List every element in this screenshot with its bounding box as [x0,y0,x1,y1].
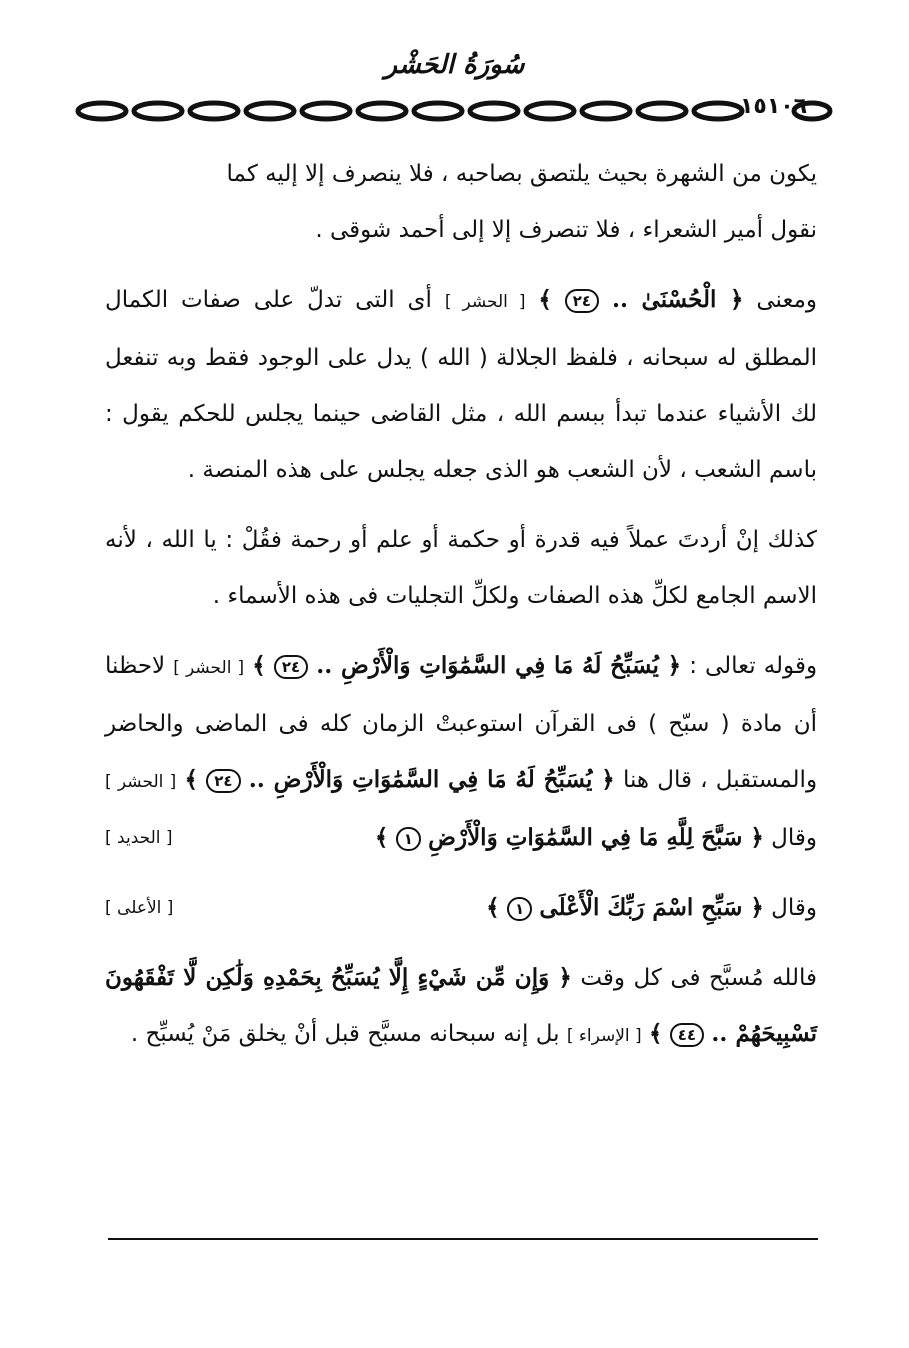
surah-reference: [ الحديد ] [105,828,173,848]
paragraph-1-line-1: يكون من الشهرة بحيث يلتصق بصاحبه ، فلا ينصرف إلا إليه كما [226,161,817,187]
paragraph-4 [105,638,817,866]
quran-quote: ﴿ وَإِن مِّن شَيْءٍ إِلَّا يُسَبِّحُ بِحَمْدِهِ وَلَٰكِن لَّا تَفْقَهُونَ تَسْبِيحَهُمْ .. [105,964,817,1047]
text: ومعنى [756,287,818,313]
ornament-link [134,103,182,119]
quran-quote-end: ﴾ [649,1020,663,1047]
paragraph-6 [105,950,817,1064]
quran-quote-end: ﴾ [184,766,198,793]
ornament-link [582,103,630,119]
ayah-number: ١ [396,827,421,851]
ornament-link [302,103,350,119]
ayah-number: ١ [507,897,532,921]
surah-reference: [ الأعلى ] [105,898,174,918]
ornamental-border [72,96,837,126]
paragraph-2 [105,272,817,498]
quran-quote: ﴿ سَبَّحَ لِلَّهِ مَا فِي السَّمَٰوَاتِ وَالْأَرْضِ [428,824,764,851]
text: وقال [771,895,817,921]
surah-reference: [ الإسراء ] [566,1026,642,1046]
ayah-number: ٢٤ [565,289,599,313]
ornament-link [638,103,686,119]
quran-quote-end: ﴾ [374,824,389,851]
quran-quote: ﴿ سَبِّحِ اسْمَ رَبِّكَ الْأَعْلَى [539,894,764,921]
paragraph-1-line-2: نقول أمير الشعراء ، فلا تنصرف إلا إلى أحمد شوقى . [315,217,817,243]
paragraph-3: كذلك إنْ أردتَ عملاً فيه قدرة أو حكمة أو علم أو رحمة فقُلْ : يا الله ، لأنه الاسم الجامع لكلِّ هذه الصفات ولكلِّ التجليات فى هذه الأسماء . [105,527,817,609]
ornament-link [794,103,830,119]
quran-quote: ﴿ الْحُسْنَىٰ .. [611,286,744,313]
text: وقال [771,825,817,851]
text: وقوله تعالى : [689,653,818,679]
ayah-number: ٢٤ [274,655,308,679]
ayah-number: ٤٤ [670,1023,704,1047]
surah-reference: [ الحشر ] [444,292,526,312]
quran-quote-end: ﴾ [486,894,500,921]
ornament-link [190,103,238,119]
quran-quote-end: ﴾ [538,286,552,313]
text: لاحظنا أن مادة ( سبّح ) فى القرآن استوعبتْ الزمان كله فى الماضى والحاضر والمستقبل ، قال هنا [105,653,818,793]
quran-quote-end: ﴾ [252,652,266,679]
surah-reference: [ الحشر ] [173,658,245,678]
text: بل إنه سبحانه مسبَّح قبل أنْ يخلق مَنْ يُسبِّح . [130,1021,560,1047]
quran-quote: ﴿ يُسَبِّحُ لَهُ مَا فِي السَّمَٰوَاتِ وَالْأَرْضِ .. [316,652,682,679]
ornament-link [414,103,462,119]
ornament-link [358,103,406,119]
footer-rule [108,1238,818,1240]
text: أى التى تدلّ على صفات الكمال المطلق له سبحانه ، فلفظ الجلالة ( الله ) يدل على الوجود فقط وبه تنفعل لك الأشياء عندما تبدأ ببسم الله ، مثل القاضى حينما يجلس للحكم يقول : باسم الشعب ، لأن الشعب هو الذى جعله يجلس على هذه المنصة . [105,287,817,483]
surah-title: سُورَةُ الحَشْر [384,50,525,80]
page-number: ١٥١٠٦ [740,94,808,119]
ornament-link [246,103,294,119]
paragraph-1 [105,146,817,258]
ornament-link [470,103,518,119]
surah-reference: [ الحشر ] [105,772,177,792]
quran-quote: ﴿ يُسَبِّحُ لَهُ مَا فِي السَّمَٰوَاتِ وَالْأَرْضِ .. [248,766,615,793]
ayah-number: ٢٤ [206,769,240,793]
ornament-link [78,103,126,119]
paragraph-5 [105,880,817,936]
text: فالله مُسبَّح فى كل وقت [580,965,818,991]
page-body [105,146,817,1078]
ornament-link [694,103,742,119]
ornament-link [526,103,574,119]
